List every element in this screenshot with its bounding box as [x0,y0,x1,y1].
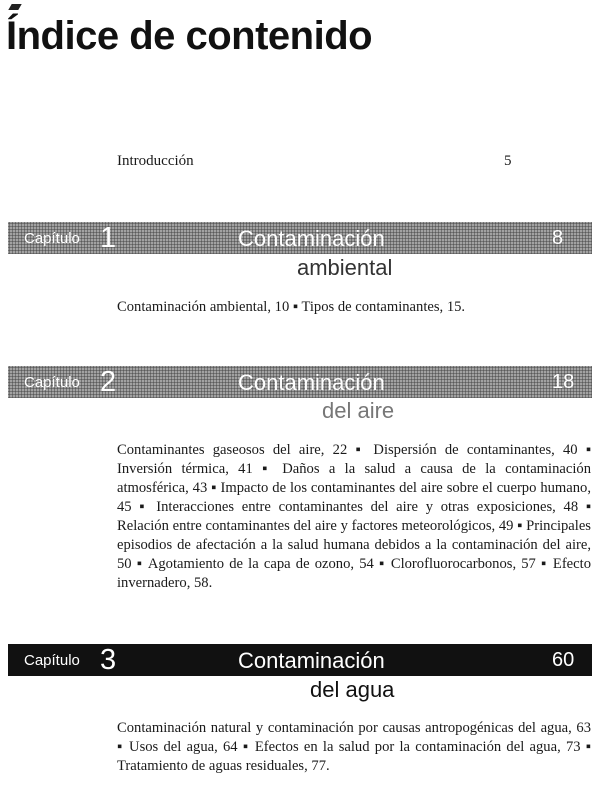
chapter-page: 60 [552,649,575,671]
toc-entry-page: 5 [504,153,512,169]
chapter-page: 18 [552,371,575,393]
chapter-3-summary: Contaminación natural y contaminación por causas antropogénicas del agua, 63 ▪ Usos del agua, 64 ▪ Efectos en la salud por la contaminación del agua, 73 ▪ Tratamiento de aguas residuales, 77. [117,720,591,774]
chapter-page: 8 [552,227,564,249]
chapter-number: 3 [100,644,117,676]
page-title: Índice de contenido [6,14,373,58]
chapter-2-summary: Contaminantes gaseosos del aire, 22 ▪ Dispersión de contaminantes, 40 ▪ Inversión térmica, 41 ▪ Daños a la salud a causa de la contaminación atmosférica, 43 ▪ Impacto de los contaminantes del aire sobre el cuerpo humano, 45 ▪ Interacciones entre contaminantes del aire y otras exposiciones, 48 ▪ Relación entre contaminantes del aire y factores meteorológicos, 49 ▪ Principales episodios de afectación a la salud humana debidos a la contaminación del aire, 50 ▪ Agotamiento de la capa de ozono, 54 ▪ Clorofluorocarbonos, 57 ▪ Efecto invernadero, 58. [117,442,591,591]
chapter-3-header[interactable] [8,644,592,676]
chapter-3-subtitle: del agua [310,677,395,702]
chapter-number: 1 [100,222,117,254]
chapter-1-header[interactable] [8,222,592,254]
chapter-title: Contaminación [238,648,385,673]
chapter-2-header[interactable] [8,366,592,398]
chapter-label: Capítulo [24,652,80,669]
chapter-label: Capítulo [24,374,80,391]
toc-entry-label: Introducción [117,153,194,169]
chapter-1-subtitle: ambiental [297,255,393,280]
chapter-1-summary: Contaminación ambiental, 10 ▪ Tipos de contaminantes, 15. [117,299,466,315]
chapter-label: Capítulo [24,230,80,247]
chapter-title: Contaminación [238,226,385,251]
chapter-number: 2 [100,366,117,398]
chapter-2-subtitle: del aire [322,398,395,423]
chapter-title: Contaminación [238,370,385,395]
title-accent-mark [8,4,21,10]
